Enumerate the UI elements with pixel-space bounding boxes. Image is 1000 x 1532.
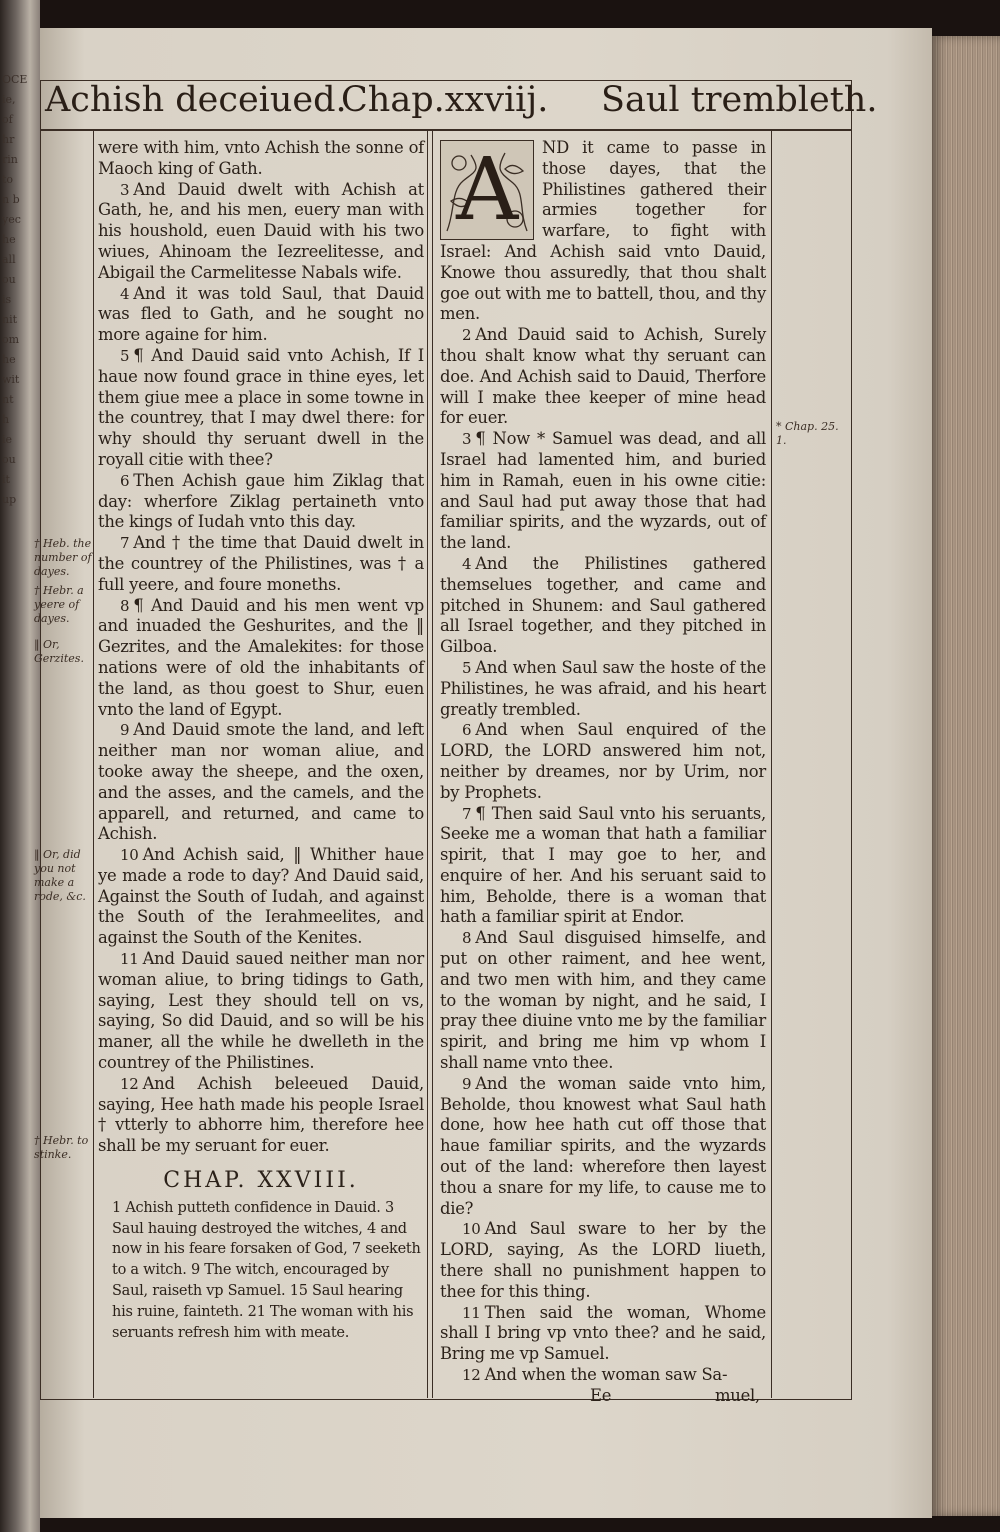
page-stack-edge	[932, 36, 1000, 1516]
verse: 6 And when Saul enquired of the LORD, the LORD answered him not, neither by dreames, nor by Urim, nor by Prophets.	[440, 720, 766, 802]
verse: 11 And Dauid saued neither man nor woman aliue, to bring tidings to Gath, saying, Lest they should tell on vs, saying, So did Dauid, and so will be his maner, all the while he dwelleth in the countrey of the Philistines.	[98, 949, 424, 1073]
verse-number: 12	[120, 1074, 139, 1093]
verse-number: 4	[462, 554, 472, 573]
running-header	[41, 80, 878, 128]
verse-number: 9	[462, 1074, 472, 1093]
verse: 5 ¶ And Dauid said vnto Achish, If I haue now found grace in thine eyes, let them giue mee a place in some towne in the countrey, that I may dwel there: for why should thy seruant dwell in the royall citie with thee?	[98, 345, 424, 469]
verse-number: 4	[120, 284, 130, 303]
verse-number: 11	[462, 1303, 481, 1322]
verse: 7 ¶ Then said Saul vnto his seruants, Seeke me a woman that hath a familiar spirit, that I may goe to her, and enquire of her. And his seruant said to him, Beholde, there is a woman that hath a familiar spirit at Endor.	[440, 803, 766, 927]
drop-cap-letter: A	[456, 140, 518, 240]
verse: 12 And when the woman saw Sa-	[462, 1365, 728, 1385]
margin-note: ‖ Or, Gerzites.	[34, 638, 84, 665]
left-page-fragment-text: OCE ie, of hr rin to n b yec he all ou is nit om he wit nt h ie ou it up	[2, 73, 28, 506]
margin-note: † Hebr. to stinke.	[34, 1134, 89, 1161]
chapter-title: CHAP. XXVIII.	[163, 1168, 359, 1194]
right-text-column	[440, 138, 766, 1407]
verse: 12 And Achish beleeued Dauid, saying, Hee hath made his people Israel † vtterly to abhorre him, therefore hee shall be my seruant for euer.	[98, 1073, 424, 1156]
verse-number: 8	[462, 929, 472, 948]
verse: 4 And it was told Saul, that Dauid was fled to Gath, and he sought no more againe for him.	[98, 283, 424, 345]
verse: ND it came to passe in those dayes, that the Philistines gathered their armies together for warfare, to fight with Israel: And Achish said vnto Dauid, Knowe thou assuredly, that thou shalt goe out with me to battell, thou, and thy men.	[440, 138, 766, 324]
verse-number: 9	[120, 721, 130, 740]
page-footer-line	[440, 1386, 766, 1407]
verse-number: 5	[120, 346, 130, 365]
verse: were with him, vnto Achish the sonne of Maoch king of Gath.	[98, 138, 424, 178]
header-chapter: Chap.xxviij.	[341, 80, 549, 120]
verse: 11 Then said the woman, Whome shall I bring vp vnto thee? and he said, Bring me vp Samuel.	[440, 1302, 766, 1364]
verse-number: 7	[462, 804, 472, 823]
catchword: muel,	[714, 1385, 760, 1405]
verse: 8 ¶ And Dauid and his men went vp and inuaded the Geshurites, and the ‖ Gezrites, and the Amalekites: for those nations were of old the inhabitants of the land, as thou goest to Shur, euen vnto the land of Egypt.	[98, 595, 424, 719]
verse: 3 ¶ Now * Samuel was dead, and all Israel had lamented him, and buried him in Ramah, euen in his owne citie: and Saul had put away those that had familiar spirits, and the wyzards, out of the land.	[440, 429, 766, 553]
verse: 6 Then Achish gaue him Ziklag that day: wherfore Ziklag pertaineth vnto the kings of Iudah vnto this day.	[98, 470, 424, 532]
header-right-title: Saul trembleth.	[601, 80, 878, 120]
verse: 5 And when Saul saw the hoste of the Philistines, he was afraid, and his heart greatly trembled.	[440, 657, 766, 719]
verse: 10 And Achish said, ‖ Whither haue ye made a rode to day? And Dauid said, Against the South of Iudah, and against the South of the Ierahmeelites, and against the South of the Kenites.	[98, 845, 424, 948]
verse: 10 And Saul sware to her by the LORD, saying, As the LORD liueth, there shall no punishment happen to thee for this thing.	[440, 1219, 766, 1301]
verse: 9 And the woman saide vnto him, Beholde, thou knowest what Saul hath done, how hee hath cut off those that haue familiar spirits, and the wyzards out of the land: wherefore then layest thou a snare for my life, to cause me to die?	[440, 1073, 766, 1218]
verse-number: 5	[462, 658, 472, 677]
ornamental-drop-cap	[440, 140, 534, 240]
header-left-title: Achish deceiued.	[45, 80, 347, 120]
verse: 9 And Dauid smote the land, and left neither man nor woman aliue, and tooke away the sheepe, and the oxen, and the asses, and the camels, and the apparell, and returned, and came to Achish.	[98, 720, 424, 844]
chapter-summary: 1 Achish putteth confidence in Dauid. 3 Saul hauing destroyed the witches, 4 and now in his feare forsaken of God, 7 seeketh to a witch. 9 The witch, encouraged by Saul, raiseth vp Samuel. 15 Saul hearing his ruine, fainteth. 21 The woman with his seruants refresh him with meate.	[112, 1199, 421, 1341]
verse-number: 3	[462, 430, 472, 449]
column-divider	[427, 130, 433, 1398]
verse: 7 And † the time that Dauid dwelt in the countrey of the Philistines, was † a full yeere, and foure moneths.	[98, 533, 424, 594]
verse-number: 10	[462, 1220, 481, 1239]
verse-number: 12	[462, 1366, 481, 1385]
verse-number: 7	[120, 534, 130, 553]
verse-number: 11	[120, 950, 139, 969]
verse-number: 6	[120, 471, 130, 490]
verse: 4 And the Philistines gathered themselues together, and came and pitched in Shunem: and Saul gathered all Israel together, and they pitched in Gilboa.	[440, 553, 766, 657]
left-margin-notes	[34, 0, 94, 1400]
verse-number: 2	[462, 326, 472, 345]
verse-number: 8	[120, 596, 130, 615]
verse-number: 10	[120, 846, 139, 865]
margin-note: * Chap. 25. 1.	[776, 420, 839, 447]
margin-note: † Hebr. a yeere of dayes.	[34, 584, 84, 625]
verse: 8 And Saul disguised himselfe, and put on other raiment, and hee went, and two men with him, and they came to the woman by night, and he said, I pray thee diuine vnto me by the familiar spirit, and bring me him vp whom I shall name vnto thee.	[440, 928, 766, 1073]
verse-number: 3	[120, 180, 130, 199]
margin-note: ‖ Or, did you not make a rode, &c.	[34, 848, 86, 903]
verse: 2 And Dauid said to Achish, Surely thou shalt know what thy seruant can doe. And Achish said to Dauid, Therfore will I make thee keeper of mine head for euer.	[440, 325, 766, 428]
signature-mark: Ee	[590, 1385, 612, 1405]
verse: 3 And Dauid dwelt with Achish at Gath, he, and his men, euery man with his houshold, euen Dauid with his two wiues, Ahinoam the Iezreelitesse, and Abigail the Carmelitesse Nabals wife.	[98, 179, 424, 282]
verse-number: 6	[462, 721, 472, 740]
margin-note: † Heb. the number of dayes.	[34, 537, 92, 578]
right-margin-notes	[776, 0, 846, 1400]
left-text-column	[98, 138, 424, 1343]
right-margin-rule	[771, 130, 772, 1398]
